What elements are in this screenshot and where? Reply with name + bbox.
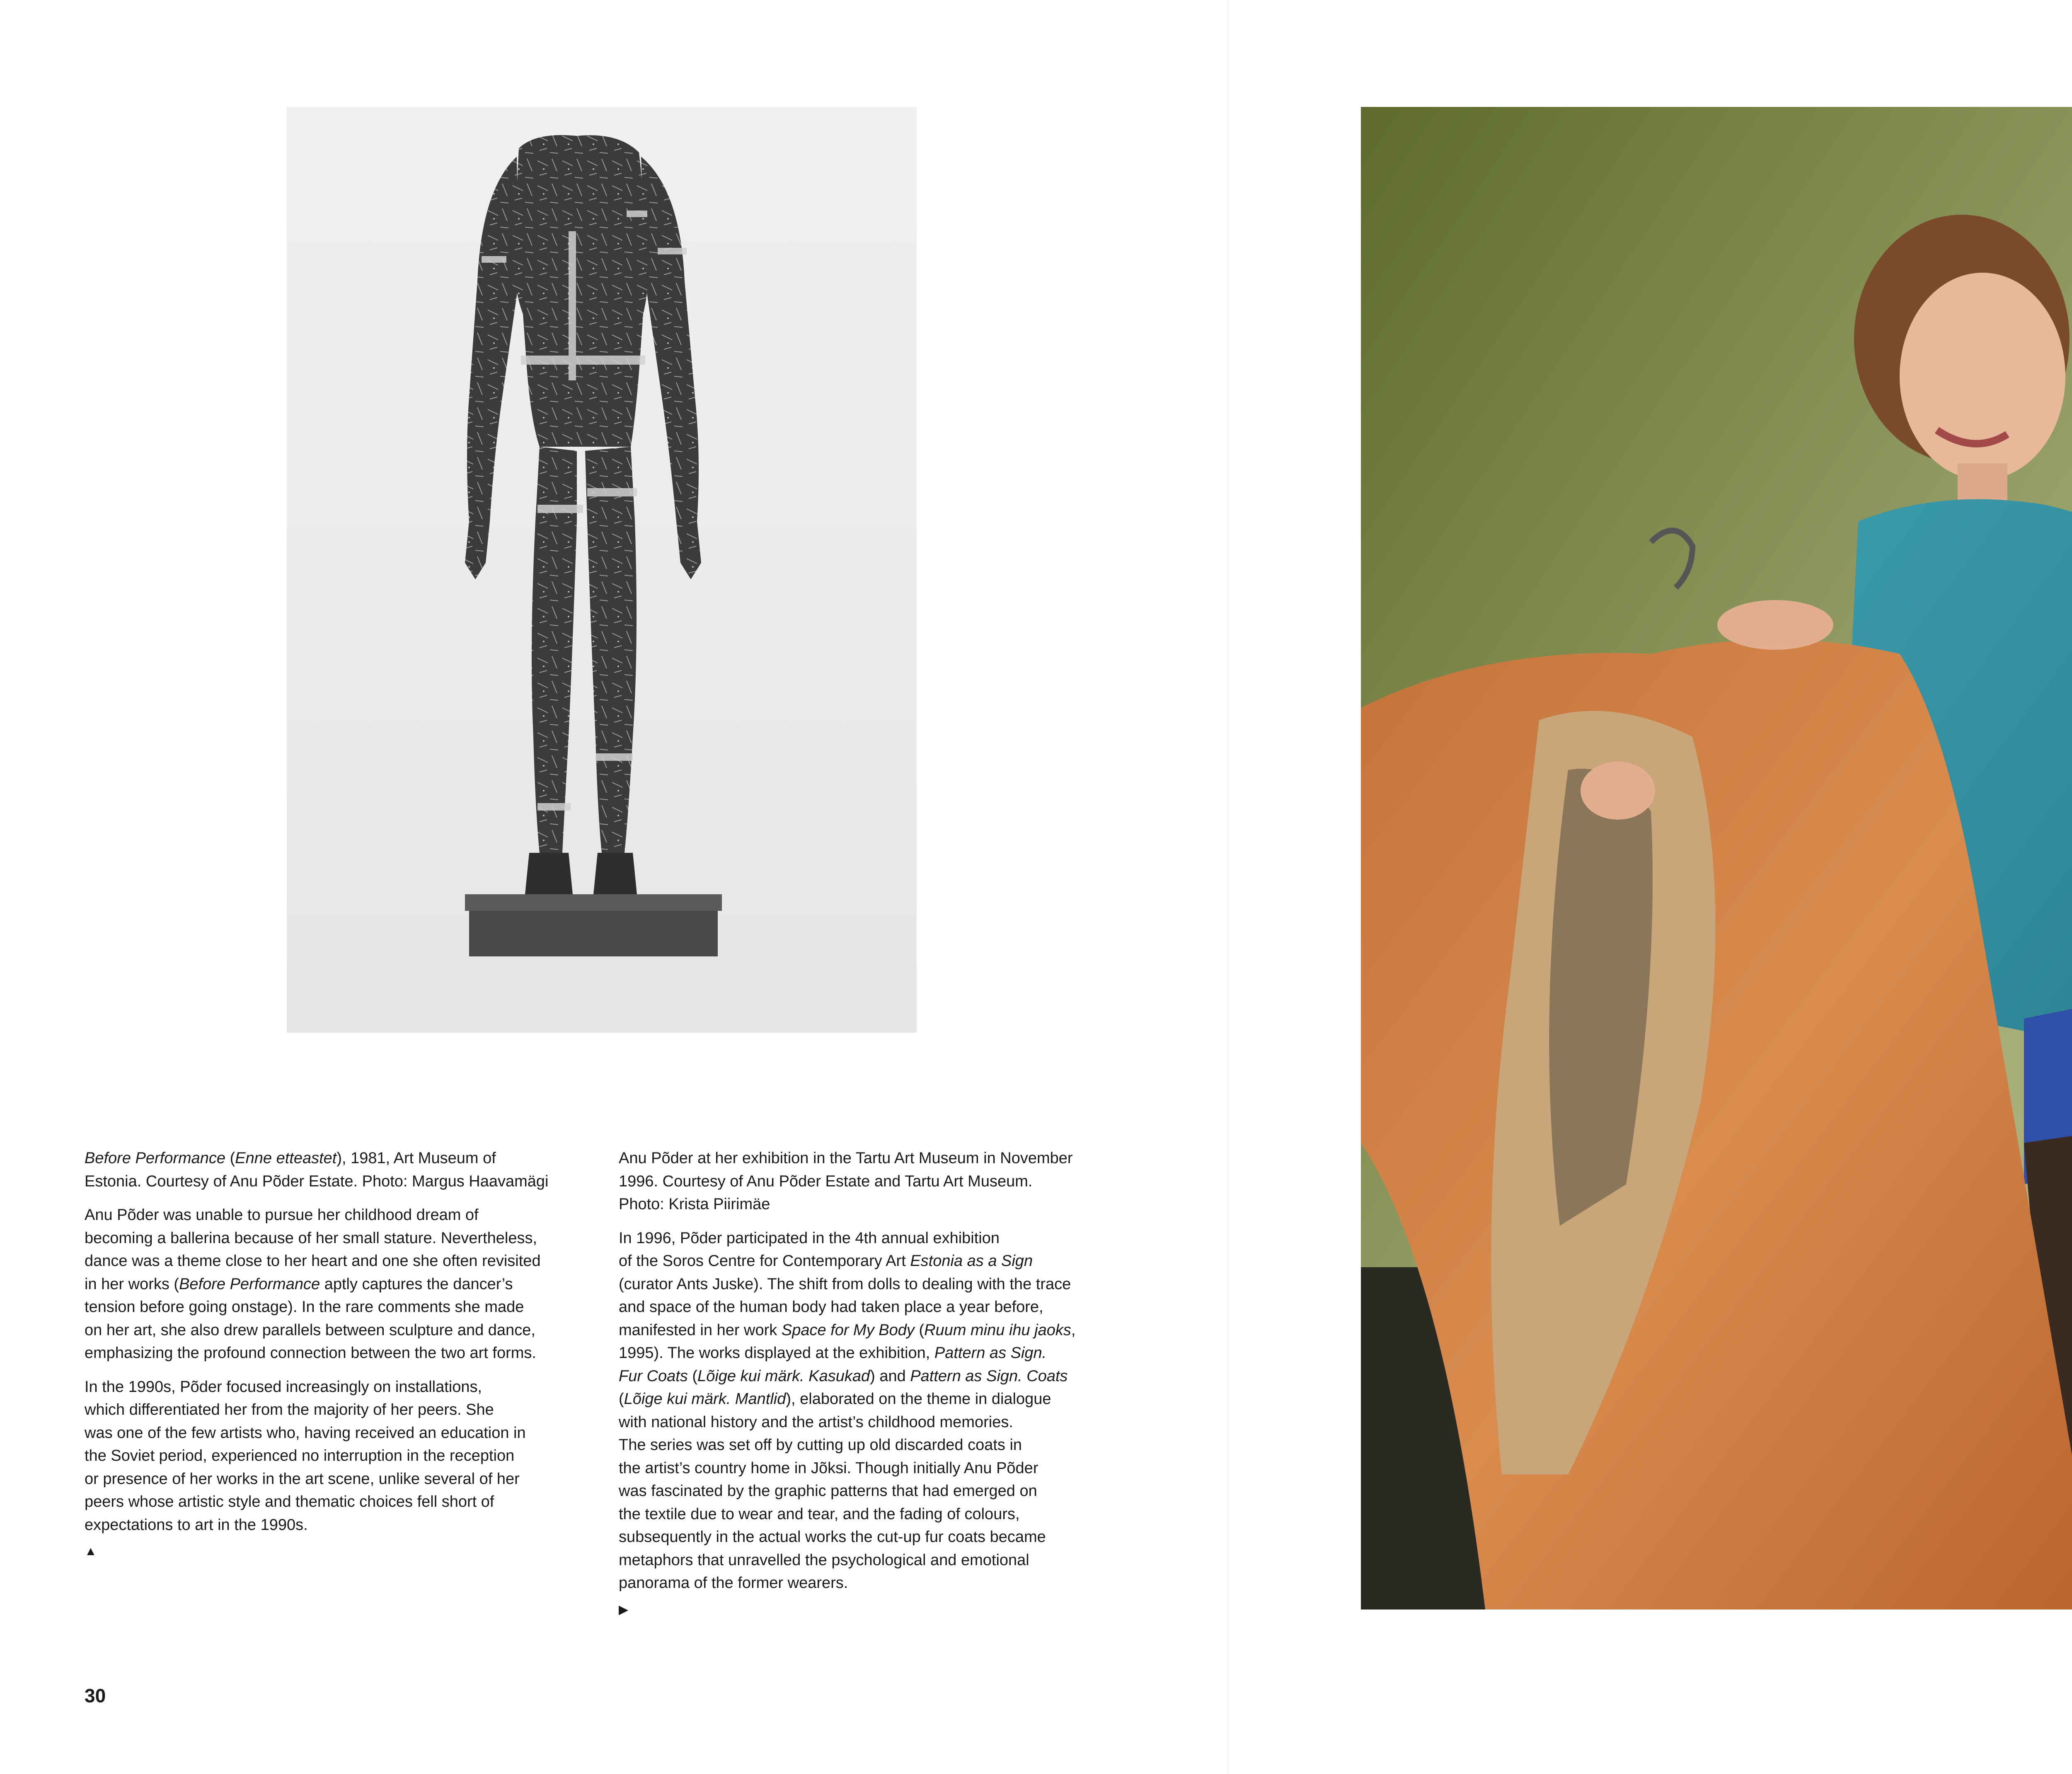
sculpture-photo [287,107,917,1033]
sculpture-caption: Before Performance (Enne etteastet), 1981, Art Museum of Estonia. Courtesy of Anu Põder Estate. Photo: Margus Haavamägi [85,1150,549,1190]
continue-up-marker: ▲ [85,1544,97,1558]
portrait-caption: Anu Põder at her exhibition in the Tartu Art Museum in November 1996. Courtesy of Anu Põder Estate and Tartu Art Museum. Photo: Krista Piirimäe [619,1150,1073,1213]
body-paragraph-1996: In 1996, Põder participated in the 4th annual exhibition of the Soros Centre for Contemporary Art Estonia as a Sign (curator Ants Juske). The shift from dolls to dealing with the trace and space of the human body had taken place a year before, manifested in her work Space for My Body (Ruum minu ihu jaoks, 1995). The works displayed at the exhibition, Pattern as Sign. Fur Coats (Lõige kui märk. Kasukad) and Pattern as Sign. Coats (Lõige kui märk. Mantlid), elaborated on the theme in dialogue with national history and the artist’s childhood memories. The series was set off by cutting up old discarded coats in the artist’s country home in Jõksi. Though initially Anu Põder was fascinated by the graphic patterns that had emerged on the textile due to wear and tear, and the fading of colours, subsequently in the actual works the cut-up fur coats became metaphors that unravelled the psychological and emotional panorama of the former wearers. [619,1229,1076,1592]
body-paragraph-ballerina: Anu Põder was unable to pursue her childhood dream of becoming a ballerina because of her small stature. Nevertheless, dance was a theme close to her heart and one she often revisited in her works (Before Performance aptly captures the dancer’s tension before going onstage). In the rare comments she made on her art, she also drew parallels between sculpture and dance, emphasizing the profound connection between the two art forms. [85,1206,541,1362]
page-number-left: 30 [85,1685,106,1706]
right-text-column [619,1147,1141,1618]
page-gutter [1227,0,1228,1774]
portrait-image [1361,107,2072,1609]
body-paragraph-1990s: In the 1990s, Põder focused increasingly on installations, which differentiated her from the majority of her peers. She was one of the few artists who, having received an education in the Soviet period, experienced no interruption in the reception or presence of her works in the art scene, unlike several of her peers whose artistic style and thematic choices fell short of expectations to art in the 1990s. [85,1378,526,1534]
sculpture-image [287,107,917,1033]
artist-portrait-photo [1361,107,2072,1609]
continue-right-marker: ▶ [619,1602,629,1617]
left-text-column [85,1147,582,1560]
